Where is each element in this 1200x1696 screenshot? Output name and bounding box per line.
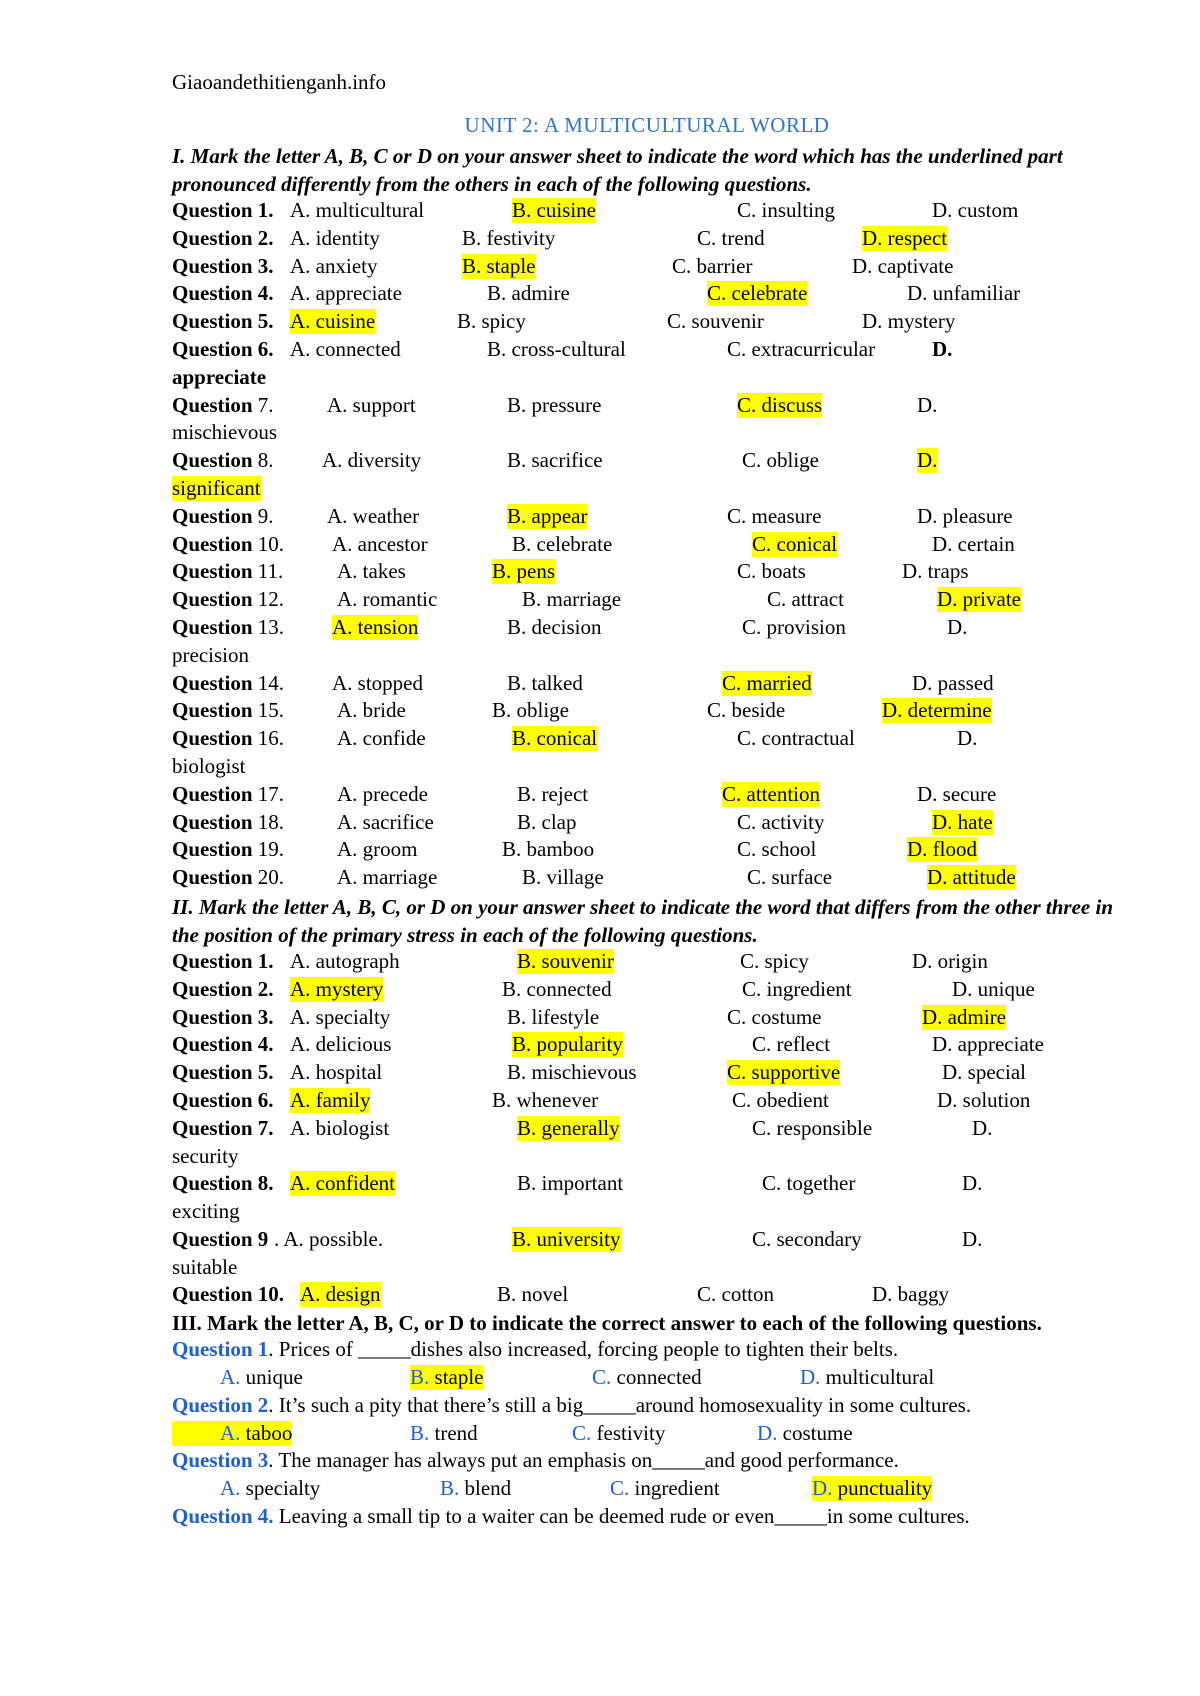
option-c: C. extracurricular bbox=[727, 336, 876, 361]
option-d: D. respect bbox=[862, 225, 948, 250]
question-stem: . It’s such a pity that there’s still a big_____around homosexuality in some cultures. bbox=[268, 1392, 972, 1417]
option-letter: C. bbox=[592, 1365, 612, 1390]
section1-question-row bbox=[172, 309, 1122, 337]
option-a: A. ancestor bbox=[332, 531, 428, 556]
section2-question-row bbox=[172, 949, 1122, 977]
option-a: A. sacrifice bbox=[337, 809, 434, 834]
option-b: B. sacrifice bbox=[507, 448, 603, 473]
section1-question-row bbox=[172, 587, 1122, 615]
question-number: 17. bbox=[257, 781, 285, 806]
option-c: C. trend bbox=[697, 225, 765, 250]
option-b: B. pressure bbox=[507, 392, 602, 417]
question-label: Question 8. bbox=[172, 1171, 274, 1196]
option-a: . A. possible. bbox=[274, 1226, 384, 1251]
question-label: Question 3 bbox=[172, 1448, 269, 1473]
question-word: Question bbox=[172, 198, 258, 222]
option-value: trend bbox=[429, 1420, 478, 1445]
option-d: D. bbox=[957, 726, 978, 751]
option-d: D. bbox=[932, 336, 953, 361]
question-word: Question bbox=[172, 614, 258, 639]
unit-title: UNIT 2: A MULTICULTURAL WORLD bbox=[464, 113, 830, 137]
question-label bbox=[172, 671, 284, 696]
option-d: D. bbox=[947, 614, 968, 639]
section1-question-row bbox=[172, 559, 1122, 587]
option-c: C. spicy bbox=[740, 948, 809, 973]
option-a: A. hospital bbox=[290, 1060, 383, 1085]
section3-instruction: III. Mark the letter A, B, C, or D to indicate the correct answer to each of the following questions. bbox=[172, 1311, 1042, 1336]
option-d-continued: suitable bbox=[172, 1254, 238, 1279]
option-value: taboo bbox=[240, 1420, 293, 1445]
option-c: C. beside bbox=[707, 698, 786, 723]
option-a: A. stopped bbox=[332, 670, 423, 695]
option-d-continued: biologist bbox=[172, 753, 246, 778]
section3-question-stem bbox=[172, 1504, 1122, 1532]
option-c: C. celebrate bbox=[707, 281, 808, 306]
option-letter: A. bbox=[220, 1420, 241, 1445]
option-a: A. tension bbox=[332, 614, 419, 639]
question-word: Question bbox=[172, 392, 258, 417]
section1-question-row bbox=[172, 810, 1122, 838]
option-d: D. origin bbox=[912, 948, 988, 973]
section2-questions bbox=[172, 949, 1122, 1310]
option-value: ingredient bbox=[629, 1476, 720, 1501]
option-c: C. measure bbox=[727, 503, 822, 528]
question-word: Question bbox=[172, 587, 258, 612]
option-b: B. lifestyle bbox=[507, 1004, 600, 1029]
option-a: A. design bbox=[300, 1282, 381, 1307]
site-name: Giaoandethitienganh.info bbox=[172, 70, 387, 94]
question-label bbox=[172, 865, 284, 890]
question-number: 7. bbox=[257, 392, 274, 417]
option-d: D. flood bbox=[907, 837, 977, 862]
option-value: specialty bbox=[240, 1476, 321, 1501]
section3-options-row bbox=[172, 1476, 1122, 1504]
question-number: 3. bbox=[257, 253, 274, 278]
option-d bbox=[800, 1365, 934, 1390]
option-b: B. important bbox=[517, 1171, 624, 1196]
option-d-continued: precision bbox=[172, 642, 249, 667]
option-d: D. private bbox=[937, 587, 1021, 612]
option-c: C. surface bbox=[747, 865, 833, 890]
section2-question-row bbox=[172, 1060, 1122, 1088]
option-a: A. confident bbox=[290, 1171, 395, 1196]
section2-question-row bbox=[172, 1171, 1122, 1227]
section3-question-stem bbox=[172, 1393, 1122, 1421]
option-d-continued: appreciate bbox=[172, 364, 267, 389]
question-number: 11. bbox=[257, 559, 284, 584]
option-b: B. spicy bbox=[457, 309, 526, 334]
question-label: Question 2 bbox=[172, 1392, 269, 1417]
question-number: 10. bbox=[257, 531, 285, 556]
option-c: C. discuss bbox=[737, 392, 823, 417]
option-b: B. reject bbox=[517, 781, 589, 806]
section1-question-row bbox=[172, 281, 1122, 309]
option-b: B. festivity bbox=[462, 225, 556, 250]
section1-question-row bbox=[172, 226, 1122, 254]
section1-instruction: I. Mark the letter A, B, C or D on your answer sheet to indicate the word which has the underlined part pronounced differently from the others in each of the following questions. bbox=[172, 144, 1063, 196]
option-c: C. provision bbox=[742, 614, 846, 639]
section1-question-row bbox=[172, 337, 1122, 393]
option-b: B. clap bbox=[517, 809, 577, 834]
option-a bbox=[220, 1365, 303, 1390]
option-b: B. appear bbox=[507, 503, 588, 528]
option-a: A. precede bbox=[337, 781, 428, 806]
question-number: 15. bbox=[257, 698, 285, 723]
option-d: D. passed bbox=[912, 670, 994, 695]
option-b: B. staple bbox=[462, 253, 536, 278]
question-label bbox=[172, 226, 274, 251]
option-d: D. appreciate bbox=[932, 1032, 1044, 1057]
question-label bbox=[172, 448, 274, 473]
question-word: Question bbox=[172, 726, 258, 751]
section3-question-stem bbox=[172, 1337, 1122, 1365]
option-c: C. conical bbox=[752, 531, 838, 556]
question-word: Question bbox=[172, 309, 258, 334]
option-a: A. connected bbox=[290, 336, 401, 361]
option-c: C. cotton bbox=[697, 1282, 774, 1307]
section1-question-row bbox=[172, 198, 1122, 226]
section2-question-row bbox=[172, 1088, 1122, 1116]
option-letter: D. bbox=[757, 1420, 778, 1445]
option-a: A. mystery bbox=[290, 976, 384, 1001]
question-word: Question bbox=[172, 281, 258, 306]
question-label: Question 5. bbox=[172, 1060, 274, 1085]
option-a: A. delicious bbox=[290, 1032, 392, 1057]
option-c bbox=[572, 1421, 665, 1446]
question-word: Question bbox=[172, 698, 258, 723]
question-label bbox=[172, 254, 274, 279]
option-a: A. anxiety bbox=[290, 253, 378, 278]
section1-question-row bbox=[172, 448, 1122, 504]
question-number: 6. bbox=[257, 336, 274, 361]
option-letter: D. bbox=[800, 1365, 821, 1390]
option-c: C. contractual bbox=[737, 726, 855, 751]
question-label bbox=[172, 198, 274, 223]
question-label: Question 10. bbox=[172, 1282, 285, 1307]
question-label: Question 4. bbox=[172, 1504, 274, 1529]
option-d: D. bbox=[917, 392, 938, 417]
option-letter: D. bbox=[812, 1476, 833, 1501]
section1-question-row bbox=[172, 698, 1122, 726]
option-a: A. diversity bbox=[322, 448, 422, 473]
question-label bbox=[172, 559, 283, 584]
option-c bbox=[592, 1365, 702, 1390]
option-letter: B. bbox=[410, 1365, 430, 1390]
option-c: C. attention bbox=[722, 781, 820, 806]
question-label bbox=[172, 726, 284, 751]
section1-question-row bbox=[172, 837, 1122, 865]
option-c: C. barrier bbox=[672, 253, 753, 278]
question-label bbox=[172, 504, 274, 529]
option-d: D. unique bbox=[952, 976, 1035, 1001]
section1-question-row bbox=[172, 865, 1122, 893]
option-d: D. captivate bbox=[852, 253, 954, 278]
section1-question-row bbox=[172, 726, 1122, 782]
question-stem: . The manager has always put an emphasis on_____and good performance. bbox=[268, 1448, 899, 1473]
option-b bbox=[440, 1476, 511, 1501]
question-label: Question 6. bbox=[172, 1087, 274, 1112]
option-d: D. bbox=[962, 1226, 983, 1251]
option-b: B. connected bbox=[502, 976, 612, 1001]
question-word: Question bbox=[172, 865, 258, 890]
question-number: 2. bbox=[257, 225, 274, 250]
option-a: A. specialty bbox=[290, 1004, 391, 1029]
question-label: Question 1 bbox=[172, 1337, 269, 1362]
option-c: C. together bbox=[762, 1171, 856, 1196]
option-a: A. identity bbox=[290, 225, 380, 250]
option-b: B. talked bbox=[507, 670, 583, 695]
section1-question-row bbox=[172, 671, 1122, 699]
option-d: D. custom bbox=[932, 198, 1019, 222]
option-a: A. family bbox=[290, 1087, 371, 1112]
question-stem: . Prices of _____dishes also increased, forcing people to tighten their belts. bbox=[268, 1337, 899, 1362]
option-b: B. mischievous bbox=[507, 1060, 637, 1085]
option-d-continued: mischievous bbox=[172, 420, 277, 445]
document-page bbox=[172, 70, 1122, 1532]
question-label: Question 4. bbox=[172, 1032, 274, 1057]
question-number: 12. bbox=[257, 587, 285, 612]
question-word: Question bbox=[172, 559, 258, 584]
section3-options-row bbox=[172, 1421, 1122, 1449]
option-value: festivity bbox=[591, 1420, 666, 1445]
question-word: Question bbox=[172, 503, 258, 528]
option-b: B. university bbox=[512, 1226, 621, 1251]
section1-question-row bbox=[172, 254, 1122, 282]
option-c: C. insulting bbox=[737, 198, 836, 222]
option-c: C. married bbox=[722, 670, 812, 695]
section2-question-row bbox=[172, 977, 1122, 1005]
question-number: 13. bbox=[257, 614, 285, 639]
question-label: Question 3. bbox=[172, 1004, 274, 1029]
option-d: D. bbox=[917, 448, 938, 473]
question-stem: Leaving a small tip to a waiter can be deemed rude or even_____in some cultures. bbox=[273, 1504, 970, 1529]
section2-question-row bbox=[172, 1282, 1122, 1310]
option-a: A. confide bbox=[337, 726, 426, 751]
question-word: Question bbox=[172, 253, 258, 278]
question-label bbox=[172, 532, 284, 557]
question-number: 19. bbox=[257, 837, 285, 862]
option-c: C. ingredient bbox=[742, 976, 852, 1001]
section3-question-stem bbox=[172, 1448, 1122, 1476]
option-b: B. celebrate bbox=[512, 531, 613, 556]
question-label bbox=[172, 782, 284, 807]
question-label: Question 9 bbox=[172, 1226, 269, 1251]
option-b: B. novel bbox=[497, 1282, 569, 1307]
option-b: B. cross-cultural bbox=[487, 336, 626, 361]
question-word: Question bbox=[172, 225, 258, 250]
option-letter: C. bbox=[610, 1476, 630, 1501]
option-value: punctuality bbox=[832, 1476, 933, 1501]
option-d: D. secure bbox=[917, 781, 997, 806]
option-b: B. whenever bbox=[492, 1087, 599, 1112]
question-label bbox=[172, 615, 284, 640]
option-b: B. oblige bbox=[492, 698, 569, 723]
question-number: 9. bbox=[257, 503, 274, 528]
section2-question-row bbox=[172, 1116, 1122, 1172]
option-c bbox=[610, 1476, 720, 1501]
option-c: C. obedient bbox=[732, 1087, 829, 1112]
option-d: D. bbox=[962, 1171, 983, 1196]
option-a bbox=[220, 1476, 320, 1501]
option-value: costume bbox=[777, 1420, 853, 1445]
section3-questions bbox=[172, 1337, 1122, 1532]
option-b: B. pens bbox=[492, 559, 555, 584]
option-d-continued: exciting bbox=[172, 1199, 240, 1224]
option-d bbox=[812, 1476, 932, 1501]
option-a: A. appreciate bbox=[290, 281, 402, 306]
section3-options-row bbox=[172, 1365, 1122, 1393]
option-b: B. village bbox=[522, 865, 604, 890]
option-d: D. mystery bbox=[862, 309, 956, 334]
option-a: A. weather bbox=[327, 503, 420, 528]
section2-question-row bbox=[172, 1005, 1122, 1033]
option-a: A. takes bbox=[337, 559, 406, 584]
question-word: Question bbox=[172, 336, 258, 361]
option-a: A. autograph bbox=[290, 948, 400, 973]
option-letter: C. bbox=[572, 1420, 592, 1445]
option-a: A. cuisine bbox=[290, 309, 376, 334]
option-letter: B. bbox=[440, 1476, 460, 1501]
option-a: A. support bbox=[327, 392, 416, 417]
section1-question-row bbox=[172, 393, 1122, 449]
section2-instruction: II. Mark the letter A, B, C, or D on your answer sheet to indicate the word that differs from the other three in the position of the primary stress in each of the following questions. bbox=[172, 894, 1114, 947]
option-d: D. hate bbox=[932, 809, 993, 834]
question-label bbox=[172, 810, 284, 835]
option-c: C. boats bbox=[737, 559, 806, 584]
option-a: A. marriage bbox=[337, 865, 438, 890]
option-b: B. generally bbox=[517, 1115, 620, 1140]
question-word: Question bbox=[172, 670, 258, 695]
question-word: Question bbox=[172, 837, 258, 862]
option-b: B. admire bbox=[487, 281, 570, 306]
question-number: 5. bbox=[257, 309, 274, 334]
option-c: C. supportive bbox=[727, 1060, 841, 1085]
option-a: A. biologist bbox=[290, 1115, 390, 1140]
option-a: A. groom bbox=[337, 837, 418, 862]
option-value: blend bbox=[459, 1476, 512, 1501]
option-c: C. attract bbox=[767, 587, 844, 612]
option-letter: A. bbox=[220, 1365, 241, 1390]
option-c: C. school bbox=[737, 837, 817, 862]
option-b: B. bamboo bbox=[502, 837, 595, 862]
option-c: C. responsible bbox=[752, 1115, 873, 1140]
option-value: unique bbox=[240, 1365, 303, 1390]
option-a: A. multicultural bbox=[290, 198, 425, 222]
question-word: Question bbox=[172, 531, 258, 556]
question-label bbox=[172, 337, 274, 362]
question-number: 8. bbox=[257, 448, 274, 473]
option-value: connected bbox=[611, 1365, 702, 1390]
section1-questions bbox=[172, 198, 1122, 893]
question-number: 20. bbox=[257, 865, 285, 890]
option-d: D. certain bbox=[932, 531, 1015, 556]
option-b: B. conical bbox=[512, 726, 598, 751]
option-d: D. pleasure bbox=[917, 503, 1013, 528]
option-c: C. costume bbox=[727, 1004, 822, 1029]
question-word: Question bbox=[172, 809, 258, 834]
section2-question-row bbox=[172, 1032, 1122, 1060]
question-word: Question bbox=[172, 781, 258, 806]
question-label bbox=[172, 837, 284, 862]
question-number: 14. bbox=[257, 670, 285, 695]
option-b bbox=[410, 1421, 478, 1446]
question-label: Question 7. bbox=[172, 1115, 274, 1140]
question-number: 1. bbox=[257, 198, 274, 222]
question-label bbox=[172, 587, 284, 612]
question-label bbox=[172, 698, 284, 723]
section1-question-row bbox=[172, 504, 1122, 532]
option-letter: A. bbox=[220, 1476, 241, 1501]
option-d: D. determine bbox=[882, 698, 992, 723]
option-letter: B. bbox=[410, 1420, 430, 1445]
option-c: C. secondary bbox=[752, 1226, 862, 1251]
option-d bbox=[757, 1421, 853, 1446]
option-c: C. souvenir bbox=[667, 309, 764, 334]
option-b: B. marriage bbox=[522, 587, 622, 612]
option-a bbox=[172, 1421, 292, 1446]
option-d: D. solution bbox=[937, 1087, 1031, 1112]
option-b: B. souvenir bbox=[517, 948, 614, 973]
option-d: D. baggy bbox=[872, 1282, 949, 1307]
option-d: D. bbox=[972, 1115, 993, 1140]
section1-question-row bbox=[172, 615, 1122, 671]
option-b: B. decision bbox=[507, 614, 602, 639]
option-d: D. unfamiliar bbox=[907, 281, 1021, 306]
question-label: Question 1. bbox=[172, 948, 274, 973]
option-d: D. traps bbox=[902, 559, 969, 584]
option-a: A. bride bbox=[337, 698, 406, 723]
option-a: A. romantic bbox=[337, 587, 438, 612]
option-value: staple bbox=[429, 1365, 484, 1390]
question-label bbox=[172, 393, 274, 418]
option-d: D. special bbox=[942, 1060, 1026, 1085]
option-d-continued: significant bbox=[172, 475, 261, 500]
option-d: D. admire bbox=[922, 1004, 1006, 1029]
option-c: C. reflect bbox=[752, 1032, 831, 1057]
section1-question-row bbox=[172, 532, 1122, 560]
option-c: C. activity bbox=[737, 809, 825, 834]
option-b: B. popularity bbox=[512, 1032, 623, 1057]
question-label bbox=[172, 309, 274, 334]
option-c: C. oblige bbox=[742, 448, 819, 473]
question-label bbox=[172, 281, 274, 306]
option-d-continued: security bbox=[172, 1143, 239, 1168]
question-number: 16. bbox=[257, 726, 285, 751]
option-b: B. cuisine bbox=[512, 198, 596, 222]
section1-question-row bbox=[172, 782, 1122, 810]
option-value: multicultural bbox=[820, 1365, 935, 1390]
question-label: Question 2. bbox=[172, 976, 274, 1001]
question-number: 4. bbox=[257, 281, 274, 306]
section2-question-row bbox=[172, 1227, 1122, 1283]
option-d: D. attitude bbox=[927, 865, 1016, 890]
question-word: Question bbox=[172, 448, 258, 473]
option-b bbox=[410, 1365, 484, 1390]
question-number: 18. bbox=[257, 809, 285, 834]
